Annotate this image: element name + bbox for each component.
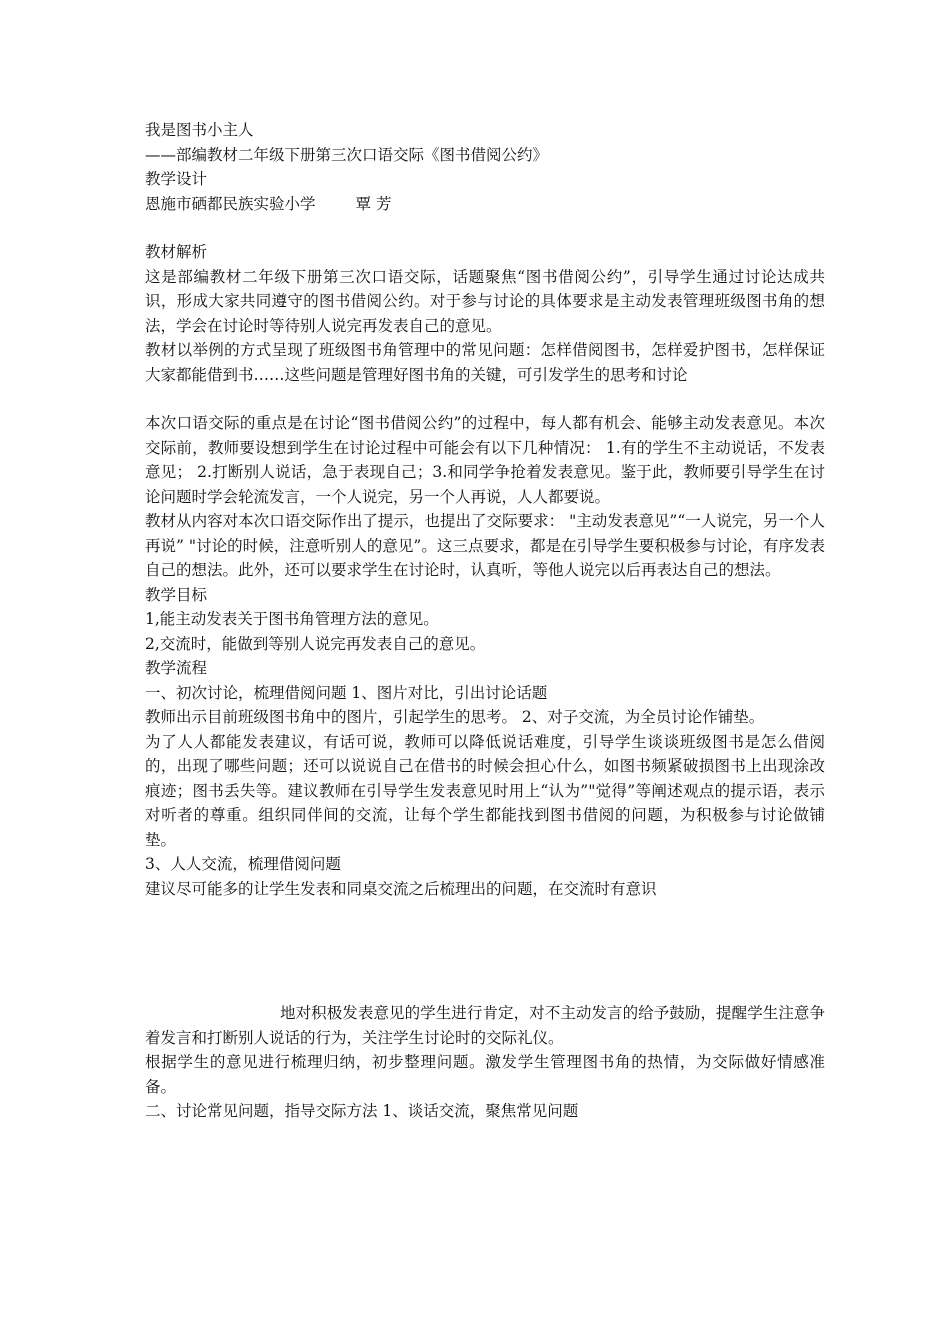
indented-text: 地对积极发表意见的学生进行肯定，对不主动发言的给予鼓励，提醒学生注意争着发言和打断别人说话的行为，关注学生讨论时的交际礼仪。 [145, 1004, 825, 1047]
process-paragraph-3: 建议尽可能多的让学生发表和同桌交流之后梳理出的问题，在交流时有意识 [145, 879, 657, 898]
author-line [145, 192, 825, 217]
process-paragraph-1: 教师出示目前班级图书角中的图片，引起学生的思考。 2、对子交流，为全员讨论作铺垫。 [145, 708, 765, 726]
school-name: 恩施市硒都民族实验小学 [145, 194, 316, 213]
goals-heading: 教学目标 [145, 585, 208, 604]
process-step-3: 3、人人交流，梳理借阅问题 [145, 855, 341, 873]
analysis-paragraph-1: 这是部编教材二年级下册第三次口语交际，话题聚焦“图书借阅公约”，引导学生通过讨论达成共识，形成大家共同遵守的图书借阅公约。对于参与讨论的具体要求是主动发表管理班级图书角的想法，学会在讨论时等待别人说完再发表自己的意见。 [145, 267, 825, 335]
analysis-heading: 教材解析 [145, 243, 208, 261]
process-paragraph-4 [145, 1001, 825, 1050]
process-paragraph-5: 根据学生的意见进行梳理归纳，初步整理问题。激发学生管理图书角的热情，为交际做好情感准备。 [145, 1053, 825, 1096]
spacer [145, 216, 825, 240]
analysis-paragraph-2: 教材以举例的方式呈现了班级图书角管理中的常见问题：怎样借阅图书，怎样爱护图书，怎样保证大家都能借到书……这些问题是管理好图书角的关键，可引发学生的思考和讨论 [145, 341, 825, 384]
spacer [145, 901, 825, 1001]
spacer [145, 387, 825, 411]
analysis-paragraph-4: 教材从内容对本次口语交际作出了提示，也提出了交际要求： "主动发表意见”“一人说完，另一个人再说” "讨论的时候，注意听别人的意见”。这三点要求，都是在引导学生要积极参与讨论，有序发表自己的想法。此外，还可以要求学生在讨论时，认真听，等他人说完以后再表达自己的想法。 [145, 512, 825, 579]
process-section-2: 二、讨论常见问题，指导交际方法 1、谈话交流，聚焦常见问题 [145, 1102, 579, 1120]
process-heading: 教学流程 [145, 659, 208, 677]
doc-subtitle: ——部编教材二年级下册第三次口语交际《图书借阅公约》 [145, 145, 549, 164]
process-paragraph-2: 为了人人都能发表建议，有话可说，教师可以降低说话难度，引导学生谈谈班级图书是怎么借阅的，出现了哪些问题；还可以说说自己在借书的时候会担心什么，如图书频紧破损图书上出现涂改痕迹；图书丢失等。建议教师在引导学生发表意见时用上“认为”"觉得”等阐述观点的提示语，表示对听者的尊重。组织同伴间的交流，让每个学生都能找到图书借阅的问题，为积极参与讨论做铺垫。 [145, 732, 825, 849]
doc-title: 我是图书小主人 [145, 121, 254, 139]
goal-item-2: 2,交流时，能做到等别人说完再发表自己的意见。 [145, 634, 486, 653]
analysis-paragraph-3: 本次口语交际的重点是在讨论“图书借阅公约”的过程中，每人都有机会、能够主动发表意见。本次交际前，教师要设想到学生在讨论过程中可能会有以下几种情况： 1.有的学生不主动说话，不发表意见； 2.打断别人说话，急于表现自己；3.和同学争抢着发表意见。鉴于此，教师要引导学生在讨论问题时学会轮流发言，一个人说完，另一个人再说，人人都要说。 [145, 414, 826, 506]
goal-item-1: 1,能主动发表关于图书角管理方法的意见。 [145, 610, 439, 628]
author-name: 覃 芳 [355, 194, 392, 213]
process-section-1: 一、初次讨论，梳理借阅问题 1、图片对比，引出讨论话题 [145, 683, 548, 702]
doc-type: 教学设计 [145, 170, 208, 188]
document-page [145, 118, 825, 1124]
